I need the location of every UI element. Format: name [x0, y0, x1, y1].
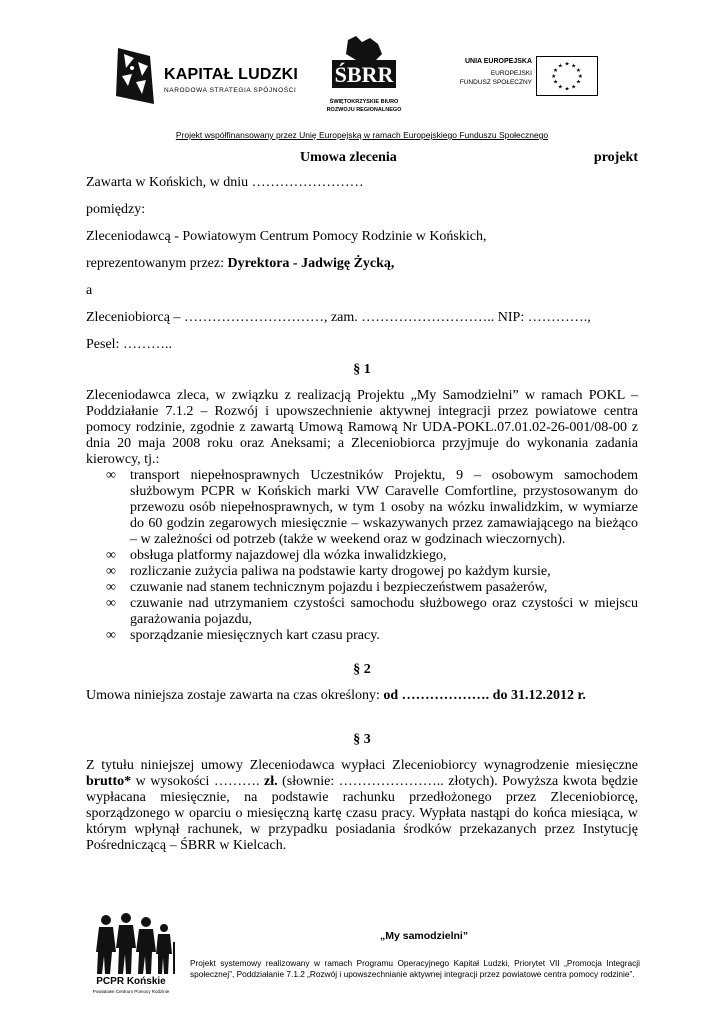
- svg-text:★: ★: [571, 84, 577, 91]
- task-text: czuwanie nad utrzymaniem czystości samochodu służbowego oraz czystości w miejscu garażowania pojazdu,: [130, 596, 638, 627]
- pcpr-name: PCPR Końskie: [96, 976, 166, 987]
- client-line: Zleceniodawcą - Powiatowym Centrum Pomocy Rodzinie w Końskich,: [86, 229, 487, 244]
- svg-text:★: ★: [575, 79, 581, 86]
- task-text: transport niepełnosprawnych Uczestników Projektu, 9 – osobowym samochodem służbowym PCPR w Końskich marki VW Caravelle Comfortline, przystosowanym do przewozu osób niepełnosprawnych, w tym 1 osoby na wózku inwalidzkim, w wymiarze do 60 godzin zegarowych miesięcznie – wskazywanych przez zamawiającego na bieżąco – w zależności od potrzeb (także w weekend oraz w godzinach wieczornych).: [130, 468, 638, 547]
- task-list: [86, 468, 638, 644]
- sbrr-emblem-icon: [326, 36, 402, 90]
- contract-body: [86, 150, 638, 854]
- eu-logo: [440, 56, 600, 104]
- kapital-ludzki-logo: [112, 46, 302, 110]
- pcpr-subtitle: Powiatowe Centrum Pomocy Rodzinie: [92, 989, 170, 994]
- svg-text:★: ★: [564, 61, 570, 68]
- svg-text:★: ★: [571, 63, 577, 70]
- task-text: sporządzanie miesięcznych kart czasu pracy.: [130, 628, 380, 643]
- svg-text:★: ★: [575, 68, 581, 75]
- project-note: Projekt systemowy realizowany w ramach Programu Operacyjnego Kapitał Ludzki, Priorytet VII „Promocja Integracji społecznej”, Poddziałanie 7.1.2 „Rozwój i upowszechnianie aktywnej integracji przez powiatowe centra pomocy rodzinie”.: [190, 958, 640, 979]
- payment-text-3: (słownie: ………………….. złotych). Powyższa kwota będzie wypłacana miesięcznie, na podstawie rachunku przedłożonego przez Zleceniobiorcę, sporządzonego w oparciu o miesięczną kartę czasu pracy. Wypłata nastąpi do końca miesiąca, w którym wpłynął rachunek, w przypadku posiadania środków przekazanych przez Instytucję Pośredniczącą – ŚBRR w Kielcach.: [86, 774, 638, 853]
- section-1-heading: § 1: [353, 362, 371, 377]
- task-item: [86, 580, 638, 596]
- contractor-line: Zleceniobiorcą – …………………………, zam. ……………………….. NIP: ………….,: [86, 310, 591, 325]
- kapital-ludzki-subtitle: NARODOWA STRATEGIA SPÓJNOŚCI: [164, 87, 297, 94]
- task-text: rozliczanie zużycia paliwa na podstawie karty drogowej po każdym kursie,: [130, 564, 551, 579]
- section-2-heading: § 2: [353, 662, 371, 677]
- title-row: [86, 150, 638, 168]
- payment-text-2: w wysokości ……….: [131, 774, 264, 789]
- bullet-icon: ∞: [106, 548, 116, 563]
- section-3-heading: § 3: [353, 732, 371, 747]
- svg-text:★: ★: [553, 79, 559, 86]
- svg-text:★: ★: [564, 86, 570, 93]
- section-2-text: [86, 688, 638, 704]
- representative-name: Dyrektora - Jadwigę Życką,: [227, 256, 395, 271]
- sbrr-line-2: ROZWOJU REGIONALNEGO: [326, 107, 402, 113]
- svg-text:★: ★: [553, 68, 559, 75]
- task-text: czuwanie nad stanem technicznym pojazdu i bezpieczeństwem pasażerów,: [130, 580, 548, 595]
- eu-line-1: UNIA EUROPEJSKA: [464, 58, 532, 65]
- pesel-line: Pesel: ………..: [86, 337, 172, 352]
- svg-text:★: ★: [577, 73, 583, 80]
- eu-line-3: FUNDUSZ SPOŁECZNY: [459, 79, 532, 86]
- bullet-icon: ∞: [106, 468, 116, 483]
- representative-prefix: reprezentowanym przez:: [86, 256, 228, 271]
- currency-label: zł.: [263, 774, 278, 789]
- bullet-icon: ∞: [106, 596, 116, 611]
- kapital-ludzki-emblem-icon: [112, 46, 156, 108]
- representative-line: [86, 256, 638, 272]
- place-date-line: Zawarta w Końskich, w dniu ……………………: [86, 175, 364, 190]
- task-item: [86, 548, 638, 564]
- sbrr-logo-text: ŚBRR: [334, 62, 394, 87]
- task-item: [86, 596, 638, 628]
- svg-text:★: ★: [557, 63, 563, 70]
- between-line: pomiędzy:: [86, 202, 146, 217]
- pcpr-people-icon: [86, 912, 178, 976]
- project-name: „My samodzielni”: [380, 930, 469, 942]
- eu-line-2: EUROPEJSKI: [490, 70, 532, 77]
- payment-text-1: Z tytułu niniejszej umowy Zleceniodawca wypłaci Zleceniobiorcy wynagrodzenie miesięczne: [86, 758, 638, 773]
- kapital-ludzki-title: KAPITAŁ LUDZKI: [164, 66, 299, 83]
- contract-title: Umowa zlecenia: [300, 150, 397, 165]
- cofinancing-note: Projekt współfinansowany przez Unię Europejską w ramach Europejskiego Funduszu Społecznego: [175, 130, 549, 140]
- task-item: [86, 468, 638, 548]
- bullet-icon: ∞: [106, 580, 116, 595]
- eu-flag-icon: [536, 56, 598, 96]
- brutto-label: brutto*: [86, 774, 132, 789]
- task-item: [86, 628, 638, 644]
- sbrr-logo: [318, 36, 410, 116]
- svg-text:★: ★: [551, 73, 557, 80]
- svg-text:★: ★: [557, 84, 563, 91]
- sbrr-line-1: ŚWIĘTOKRZYSKIE BIURO: [329, 99, 399, 105]
- task-text: obsługa platformy najazdowej dla wózka inwalidzkiego,: [130, 548, 447, 563]
- task-item: [86, 564, 638, 580]
- footer: [0, 912, 724, 1024]
- bullet-icon: ∞: [106, 628, 116, 643]
- duration-period: od ………………. do 31.12.2012 r.: [383, 688, 586, 703]
- section-1-intro: Zleceniodawca zleca, w związku z realizacją Projektu „My Samodzielni” w ramach POKL – Poddziałanie 7.1.2 – Rozwój i upowszechnienie aktywnej integracji przez powiatowe centra pomocy rodzinie, zgodnie z zawartą Umową Ramową Nr UDA-POKL.07.01.02-26-001/08-00 z dnia 20 maja 2008 roku oraz Aneksami; a Zleceniobiorca przyjmuje do wykonania zadania kierowcy, tj.:: [86, 388, 638, 467]
- draft-label: projekt: [593, 150, 638, 165]
- bullet-icon: ∞: [106, 564, 116, 579]
- duration-text: Umowa niniejsza zostaje zawarta na czas określony:: [86, 688, 384, 703]
- section-3-text: [86, 758, 638, 854]
- logo-header: [0, 36, 724, 116]
- and-line: a: [86, 283, 93, 298]
